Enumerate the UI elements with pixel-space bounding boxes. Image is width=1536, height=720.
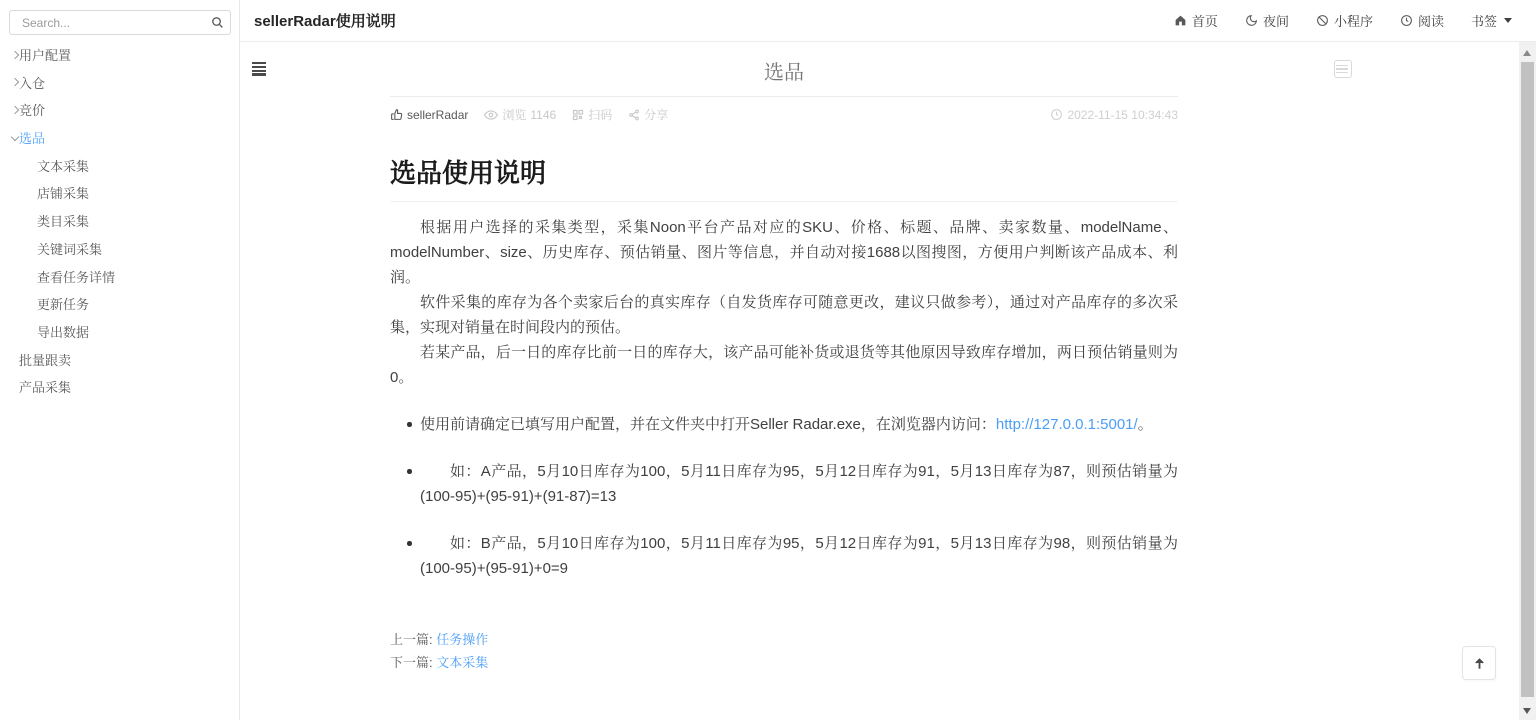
nav-reading[interactable]: 阅读 xyxy=(1400,11,1444,30)
article-heading: 选品使用说明 xyxy=(390,159,1178,202)
next-post-label: 下一篇: xyxy=(390,655,433,670)
page-title: 选品 xyxy=(390,56,1178,97)
post-footer xyxy=(390,629,1178,674)
nav-night-mode[interactable]: 夜间 xyxy=(1245,11,1289,30)
sidebar-item-label: 竞价 xyxy=(19,103,46,119)
sidebar-item-label: 入仓 xyxy=(19,75,46,91)
nav-mini-program[interactable]: 小程序 xyxy=(1316,11,1373,30)
sidebar-item-user-config[interactable] xyxy=(0,41,239,69)
share-icon xyxy=(628,109,640,121)
scrollbar[interactable] xyxy=(1519,42,1536,720)
sidebar-nav xyxy=(0,13,239,401)
sidebar-item-product-selection[interactable] xyxy=(0,124,239,152)
home-icon xyxy=(1174,14,1187,27)
views-counter: 浏览 1146 xyxy=(484,106,556,123)
bullet-list xyxy=(390,412,1178,581)
sidebar-toggle-button[interactable] xyxy=(252,62,266,77)
post-meta xyxy=(390,106,1178,123)
prev-post-link[interactable]: 任务操作 xyxy=(436,632,489,647)
clock-icon xyxy=(1400,14,1413,27)
list-item: 如：B产品，5月10日库存为100，5月11日库存为95，5月12日库存为91，5月13日库存为98，则预估销量为(100-95)+(95-91)+0=9 xyxy=(390,531,1178,581)
arrow-up-icon xyxy=(1472,656,1487,671)
scrollbar-thumb[interactable] xyxy=(1521,62,1534,697)
prev-post-label: 上一篇: xyxy=(390,632,433,647)
slash-circle-icon xyxy=(1316,14,1329,27)
list-item: 使用前请确定已填写用户配置，并在文件夹中打开Seller Radar.exe，在浏览器内访问：http://127.0.0.1:5001/。 xyxy=(390,412,1178,437)
paragraph: 若某产品，后一日的库存比前一日的库存大，该产品可能补货或退货等其他原因导致库存增加，两日预估销量则为0。 xyxy=(390,344,1178,386)
sidebar-item-export-data[interactable]: 导出数据 xyxy=(37,324,90,340)
next-post-link[interactable]: 文本采集 xyxy=(436,655,489,670)
top-nav xyxy=(1174,11,1536,30)
sidebar-item-text-collect[interactable]: 文本采集 xyxy=(37,158,90,174)
app-title: sellerRadar使用说明 xyxy=(254,13,396,30)
eye-icon xyxy=(484,108,498,122)
share-button[interactable]: 分享 xyxy=(628,106,668,123)
thumbs-up-icon xyxy=(390,108,403,121)
sidebar-item-product-collect[interactable]: 产品采集 xyxy=(19,380,72,396)
paragraph: 根据用户选择的采集类型，采集Noon平台产品对应的SKU、价格、标题、品牌、卖家数量、modelName、modelNumber、size、历史库存、预估销量、图片等信息，并自动对接1688以图搜图，方便用户判断该产品成本、利润。 xyxy=(390,219,1178,286)
moon-icon xyxy=(1245,14,1258,27)
sidebar-item-label: 选品 xyxy=(19,131,46,147)
top-header xyxy=(240,0,1536,42)
author-link[interactable]: sellerRadar xyxy=(390,108,468,122)
chevron-right-icon xyxy=(11,50,19,58)
chevron-down-icon xyxy=(11,132,19,140)
chevron-right-icon xyxy=(11,106,19,114)
sidebar-item-batch-follow[interactable]: 批量跟卖 xyxy=(19,352,72,368)
sidebar-item-bidding[interactable] xyxy=(0,96,239,124)
sidebar-item-inbound[interactable] xyxy=(0,68,239,96)
search-box xyxy=(9,10,231,35)
nav-bookmarks-dropdown[interactable]: 书签 xyxy=(1471,11,1512,30)
search-icon[interactable] xyxy=(204,16,230,29)
scan-qr-button[interactable]: 扫码 xyxy=(572,106,612,123)
article xyxy=(390,42,1178,675)
local-server-link[interactable]: http://127.0.0.1:5001/ xyxy=(995,416,1138,433)
clock-icon xyxy=(1050,108,1063,121)
qr-code-icon xyxy=(572,109,584,121)
article-body xyxy=(390,215,1178,581)
scrollbar-up-arrow-icon[interactable] xyxy=(1523,50,1531,56)
sidebar-item-label: 用户配置 xyxy=(19,48,72,64)
list-item: 如：A产品，5月10日库存为100，5月11日库存为95，5月12日库存为91，5月13日库存为87，则预估销量为(100-95)+(95-91)+(91-87)=13 xyxy=(390,459,1178,509)
sidebar-item-update-task[interactable]: 更新任务 xyxy=(37,297,90,313)
sidebar-item-category-collect[interactable]: 类目采集 xyxy=(37,214,90,230)
paragraph: 软件采集的库存为各个卖家后台的真实库存（自发货库存可随意更改，建议只做参考），通过对产品库存的多次采集，实现对销量在时间段内的预估。 xyxy=(390,294,1178,336)
post-timestamp: 2022-11-15 10:34:43 xyxy=(1050,108,1178,122)
chevron-right-icon xyxy=(11,78,19,86)
sidebar-item-task-detail[interactable]: 查看任务详情 xyxy=(37,269,116,285)
sidebar xyxy=(0,0,240,720)
scrollbar-down-arrow-icon[interactable] xyxy=(1523,708,1531,714)
outline-toggle-button[interactable] xyxy=(1334,60,1352,78)
caret-down-icon xyxy=(1504,18,1512,23)
sidebar-item-keyword-collect[interactable]: 关键词采集 xyxy=(37,241,103,257)
nav-home[interactable]: 首页 xyxy=(1174,11,1218,30)
sidebar-item-store-collect[interactable]: 店铺采集 xyxy=(37,186,90,202)
search-input[interactable] xyxy=(10,16,204,30)
scroll-to-top-button[interactable] xyxy=(1462,646,1496,680)
